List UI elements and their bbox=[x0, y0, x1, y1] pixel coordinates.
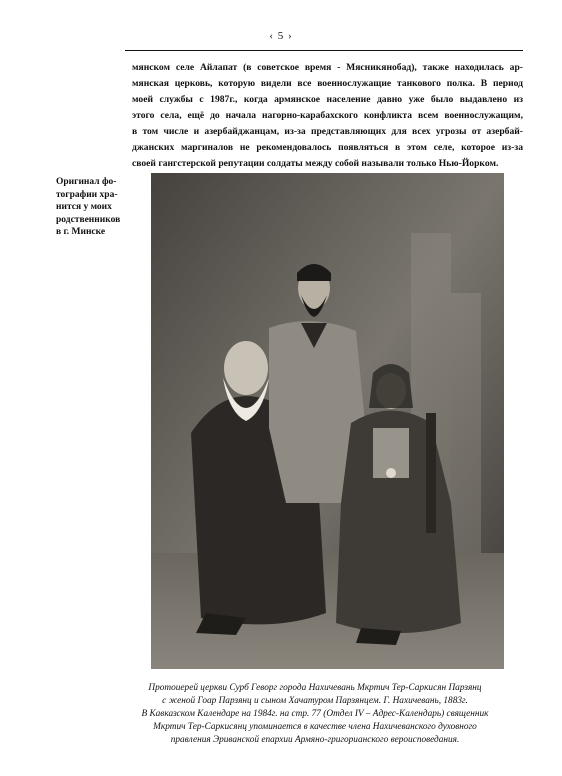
body-line: джанских маргиналов не рекомендовалось появляться в этом селе, которое из-за bbox=[132, 142, 523, 153]
side-note-line: тографии хра- bbox=[56, 189, 118, 200]
photo-caption bbox=[130, 682, 500, 747]
header-rule bbox=[125, 50, 523, 51]
body-line: моей службы с 1987г., когда армянское население давно уже было выдавлено из bbox=[132, 94, 523, 105]
family-photograph bbox=[151, 173, 504, 669]
body-line: мянская церковь, которую видели все военнослужащие танкового полка. В период bbox=[132, 78, 523, 89]
caption-line: Протоиерей церкви Сурб Геворг города Нахичевань Мкртич Тер-Саркисян Парзянц bbox=[148, 683, 482, 693]
side-note bbox=[56, 176, 134, 239]
body-line: своей гангстерской репутации солдаты между собой называли только Нью-Йорком. bbox=[132, 158, 499, 169]
body-line: мянском селе Айлапат (в советское время - Мясникянобад), также находилась ар- bbox=[132, 62, 523, 73]
body-line: в том числе и азербайджанцам, из-за представляющих для всех угрозы от азербай- bbox=[132, 126, 523, 137]
caption-line: с женой Гоар Парзянц и сыном Хачатуром Парзянцем. Г. Нахичевань, 1883г. bbox=[162, 696, 468, 706]
body-paragraph bbox=[132, 60, 523, 172]
side-note-line: Оригинал фо- bbox=[56, 177, 117, 187]
caption-line: В Кавказском Календаре на 1984г. на стр. 77 (Отдел IV – Адрес-Календарь) священник bbox=[141, 709, 489, 719]
photograph-image bbox=[151, 173, 504, 669]
body-line: этого села, ещё до начала нагорно-карабахского конфликта всем военнослужащим, bbox=[132, 110, 523, 121]
side-note-line: в г. Минске bbox=[56, 227, 106, 237]
side-note-line: нится у моих bbox=[56, 202, 112, 212]
side-note-line: родственников bbox=[56, 214, 121, 225]
page-number: ‹ 5 › bbox=[269, 30, 293, 42]
caption-line: правления Эриванской епархии Армяно-григорианского вероисповедания. bbox=[170, 735, 460, 745]
caption-line: Мкртич Тер-Саркисянц упоминается в качестве члена Нахичеванского духовного bbox=[153, 722, 477, 732]
